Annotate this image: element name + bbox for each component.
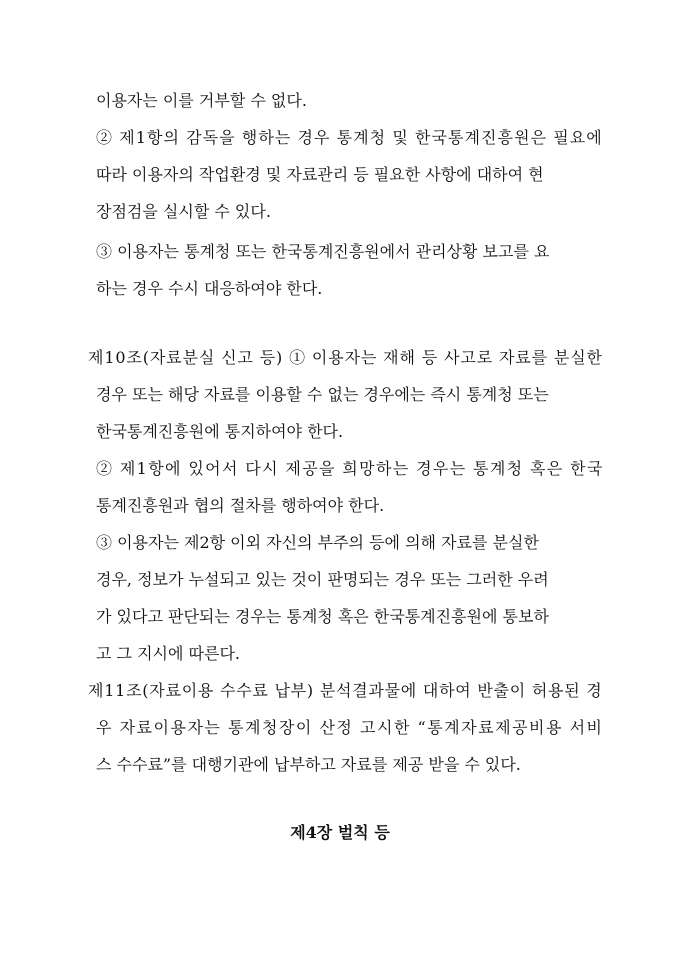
paragraph-line: 고 그 지시에 따른다. — [96, 644, 240, 663]
chapter-title: 제4장 벌칙 등 — [290, 823, 390, 842]
article-10-heading-line: 제10조(자료분실 신고 등) ① 이용자는 재해 등 사고로 자료를 분실한 — [88, 348, 603, 367]
paragraph-line: 통계진흥원과 협의 절차를 행하여야 한다. — [96, 496, 385, 515]
paragraph-line: 하는 경우 수시 대응하여야 한다. — [96, 279, 323, 298]
paragraph-line: 경우, 정보가 누설되고 있는 것이 판명되는 경우 또는 그러한 우려 — [96, 570, 549, 589]
paragraph-line: 이용자는 이를 거부할 수 없다. — [96, 91, 307, 110]
paragraph-line: 가 있다고 판단되는 경우는 통계청 혹은 한국통계진흥원에 통보하 — [96, 607, 549, 626]
paragraph-line: 경우 또는 해당 자료를 이용할 수 없는 경우에는 즉시 통계청 또는 — [96, 385, 549, 404]
paragraph-line: 스 수수료”를 대행기관에 납부하고 자료를 제공 받을 수 있다. — [96, 755, 521, 774]
paragraph-line: 한국통계진흥원에 통지하여야 한다. — [96, 422, 344, 441]
paragraph-line: ② 제1항의 감독을 행하는 경우 통계청 및 한국통계진흥원은 필요에 — [96, 128, 603, 147]
paragraph-line: ③ 이용자는 통계청 또는 한국통계진흥원에서 관리상황 보고를 요 — [96, 242, 550, 261]
paragraph-line: 따라 이용자의 작업환경 및 자료관리 등 필요한 사항에 대하여 현 — [96, 165, 544, 184]
paragraph-line: ③ 이용자는 제2항 이외 자신의 부주의 등에 의해 자료를 분실한 — [96, 533, 539, 552]
paragraph-line: 장점검을 실시할 수 있다. — [96, 202, 271, 221]
paragraph-line: 우 자료이용자는 통계청장이 산정 고시한 “통계자료제공비용 서비 — [96, 718, 604, 737]
paragraph-line: ② 제1항에 있어서 다시 제공을 희망하는 경우는 통계청 혹은 한국 — [96, 459, 604, 478]
article-11-heading-line: 제11조(자료이용 수수료 납부) 분석결과물에 대하여 반출이 허용된 경 — [88, 681, 603, 700]
